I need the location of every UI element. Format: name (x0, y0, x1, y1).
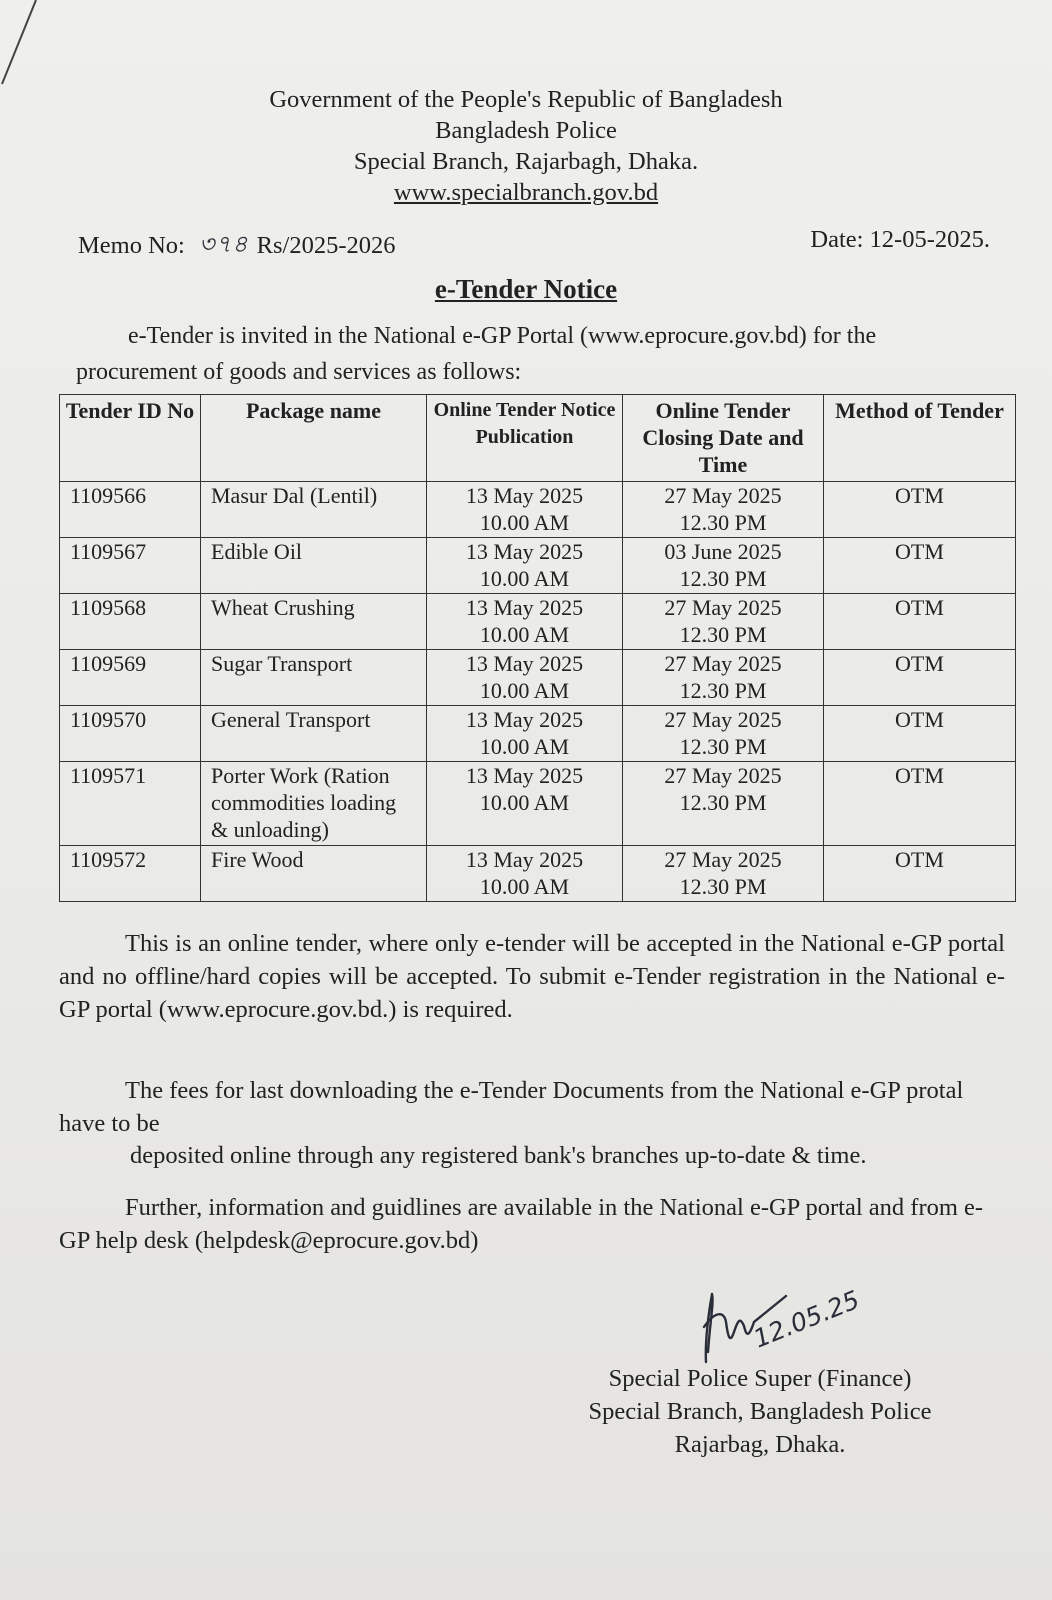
tender-id-cell: 1109566 (60, 482, 201, 538)
publication-cell-date: 13 May 2025 (465, 847, 584, 872)
package-name-cell: Edible Oil (201, 538, 427, 594)
closing-cell-date: 03 June 2025 (664, 539, 782, 564)
method-cell: OTM (824, 538, 1016, 594)
method-cell: OTM (824, 482, 1016, 538)
closing-cell (623, 762, 824, 846)
signatory-block (520, 1362, 1000, 1461)
paragraph-online-tender: This is an online tender, where only e-tender will be accepted in the National e-GP portal and no offline/hard copies will be accepted. To submit e-Tender registration in the National e-GP portal (www.eprocure.gov.bd.) is required. (59, 930, 1005, 1023)
tender-table (59, 394, 1016, 902)
header-tender-id: Tender ID No (60, 395, 201, 482)
header-package-name: Package name (201, 395, 427, 482)
notice-title: e-Tender Notice (434, 274, 618, 304)
table-row (60, 762, 1016, 846)
closing-cell-date: 27 May 2025 (664, 847, 782, 872)
publication-cell-date: 13 May 2025 (465, 483, 584, 508)
closing-cell-date: 27 May 2025 (664, 483, 782, 508)
publication-cell (427, 538, 623, 594)
publication-cell-date: 13 May 2025 (465, 763, 584, 788)
closing-cell-time: 12.30 PM (679, 566, 767, 591)
closing-cell-date: 27 May 2025 (664, 707, 782, 732)
corner-mark-line (0, 0, 60, 90)
closing-cell-time: 12.30 PM (679, 874, 767, 899)
closing-cell (623, 846, 824, 902)
method-cell: OTM (824, 594, 1016, 650)
package-name-cell: Wheat Crushing (201, 594, 427, 650)
header-closing: Online Tender Closing Date and Time (623, 395, 824, 482)
header-method: Method of Tender (824, 395, 1016, 482)
publication-cell-time: 10.00 AM (479, 678, 570, 703)
header-publication: Online Tender Notice Publication (427, 395, 623, 482)
signatory-office: Special Branch, Bangladesh Police (588, 1398, 932, 1425)
closing-cell-time: 12.30 PM (679, 734, 767, 759)
memo-label: Memo No: (78, 232, 185, 259)
tender-id-cell: 1109570 (60, 706, 201, 762)
letterhead (0, 84, 1052, 208)
header-police: Bangladesh Police (435, 117, 617, 144)
publication-cell (427, 482, 623, 538)
memo-handwritten-number: ৩৭৪ (198, 230, 249, 258)
publication-cell (427, 650, 623, 706)
publication-cell-date: 13 May 2025 (465, 707, 584, 732)
header-branch: Special Branch, Rajarbagh, Dhaka. (353, 148, 699, 175)
publication-cell-date: 13 May 2025 (465, 539, 584, 564)
package-name-cell: Masur Dal (Lentil) (201, 482, 427, 538)
closing-cell-time: 12.30 PM (679, 790, 767, 815)
closing-cell-time: 12.30 PM (679, 678, 767, 703)
publication-cell (427, 846, 623, 902)
publication-cell (427, 762, 623, 846)
publication-cell-time: 10.00 AM (479, 790, 570, 815)
closing-cell (623, 538, 824, 594)
package-name-cell: Sugar Transport (201, 650, 427, 706)
closing-cell (623, 650, 824, 706)
publication-cell (427, 594, 623, 650)
package-name-cell: Fire Wood (201, 846, 427, 902)
closing-cell-time: 12.30 PM (679, 510, 767, 535)
method-cell: OTM (824, 846, 1016, 902)
table-row (60, 706, 1016, 762)
method-cell: OTM (824, 762, 1016, 846)
table-header-row (60, 395, 1016, 482)
closing-cell (623, 482, 824, 538)
publication-cell-date: 13 May 2025 (465, 651, 584, 676)
closing-cell (623, 706, 824, 762)
package-name-cell: General Transport (201, 706, 427, 762)
publication-cell-time: 10.00 AM (479, 566, 570, 591)
header-government: Government of the People's Republic of Bangladesh (269, 86, 783, 113)
header-website-link[interactable]: www.specialbranch.gov.bd (393, 179, 659, 206)
publication-cell-time: 10.00 AM (479, 510, 570, 535)
signatory-title: Special Police Super (Finance) (608, 1365, 912, 1392)
table-row (60, 482, 1016, 538)
publication-cell-time: 10.00 AM (479, 874, 570, 899)
closing-cell-time: 12.30 PM (679, 622, 767, 647)
tender-id-cell: 1109568 (60, 594, 201, 650)
closing-cell-date: 27 May 2025 (664, 595, 782, 620)
method-cell: OTM (824, 706, 1016, 762)
publication-cell-time: 10.00 AM (479, 622, 570, 647)
table-row (60, 538, 1016, 594)
paragraph-fees: The fees for last downloading the e-Tender Documents from the National e-GP protal have to be (59, 1077, 964, 1137)
tender-id-cell: 1109569 (60, 650, 201, 706)
memo-suffix: Rs/2025-2026 (256, 232, 396, 259)
intro-paragraph: e-Tender is invited in the National e-GP Portal (www.eprocure.gov.bd) for the procurement of goods and services as follows: (76, 323, 877, 385)
tender-id-cell: 1109571 (60, 762, 201, 846)
package-name-cell: Porter Work (Ration commodities loading & unloading) (201, 762, 427, 846)
publication-cell-date: 13 May 2025 (465, 595, 584, 620)
signature-date: 12.05.25 (749, 1284, 864, 1354)
table-row (60, 846, 1016, 902)
memo-date: Date: 12-05-2025. (810, 226, 990, 253)
publication-cell (427, 706, 623, 762)
method-cell: OTM (824, 650, 1016, 706)
closing-cell (623, 594, 824, 650)
memo-row (78, 226, 990, 266)
tender-id-cell: 1109572 (60, 846, 201, 902)
paragraph-guidelines: Further, information and guidlines are available in the National e-GP portal and from e-GP help desk (helpdesk@eprocure.gov.bd) (59, 1194, 984, 1254)
closing-cell-date: 27 May 2025 (664, 651, 782, 676)
signatory-location: Rajarbag, Dhaka. (674, 1431, 846, 1458)
publication-cell-time: 10.00 AM (479, 734, 570, 759)
table-row (60, 594, 1016, 650)
paragraph-fees-continued: deposited online through any registered bank's branches up-to-date & time. (130, 1142, 867, 1169)
closing-cell-date: 27 May 2025 (664, 763, 782, 788)
table-row (60, 650, 1016, 706)
tender-id-cell: 1109567 (60, 538, 201, 594)
